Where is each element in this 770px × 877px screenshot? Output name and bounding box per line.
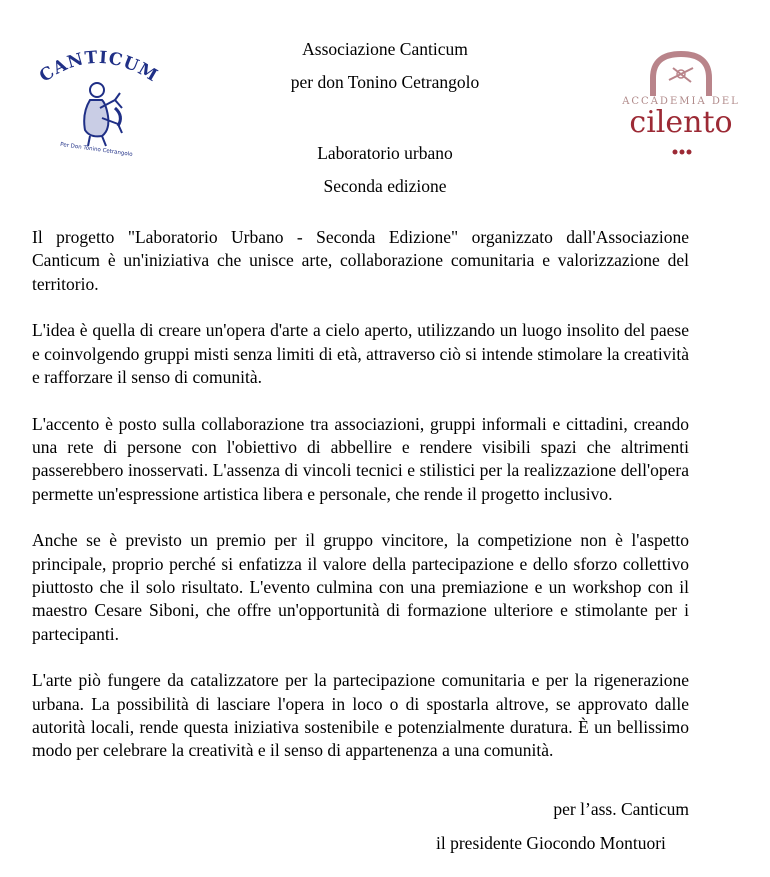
signature-name: il presidente Giocondo Montuori: [436, 833, 666, 853]
document-body: [32, 226, 689, 786]
signature-block: [436, 798, 696, 854]
paragraph: L'idea è quella di creare un'opera d'arte a cielo aperto, utilizzando un luogo insolito del paese e coinvolgendo gruppi misti senza limiti di età, attraverso ciò si intende stimolare la creatività e rafforzare il senso di comunità.: [32, 320, 689, 387]
project-title: Laboratorio urbano: [317, 143, 453, 163]
svg-text:CANTICUM: [36, 48, 161, 87]
paragraph: L'accento è posto sulla collaborazione tra associazioni, gruppi informali e cittadini, creando una rete di persone con l'obiettivo di abbellire e rendere visibili spazi che altrimenti passerebbero inosservati. L'assenza di vincoli tecnici e stilistici per la realizzazione dell'opera permette un'espressione artistica libera e personale, che rende il progetto inclusivo.: [32, 413, 689, 504]
association-name: Associazione Canticum: [302, 39, 468, 59]
paragraph: L'arte piò fungere da catalizzatore per la partecipazione comunitaria e per la rigenerazione urbana. La possibilità di lasciare l'opera in loco o di spostarla altrove, se approvato dalle autorità locali, rende questa iniziativa sostenibile e potenzialmente duratura. È un bellissimo modo per celebrare la creatività e il senso di appartenenza a una comunità.: [32, 670, 689, 761]
signature-org: per l’ass. Canticum: [553, 799, 689, 819]
document-header: [220, 38, 550, 208]
project-edition: Seconda edizione: [323, 176, 447, 196]
paragraph: Il progetto "Laboratorio Urbano - Seconda Edizione" organizzato dall'Associazione Canticum è un'iniziativa che unisce arte, collaborazione comunitaria e valorizzazione del territorio.: [32, 227, 689, 294]
association-dedication: per don Tonino Cetrangolo: [290, 72, 480, 92]
canticum-logo-caption: Per Don Tonino Cetrangolo: [59, 141, 133, 158]
accademia-logo-top-text: ACCADEMIA DEL: [622, 96, 740, 107]
accademia-cilento-logo: [603, 38, 763, 168]
accademia-logo-main-text: cilento: [629, 105, 733, 140]
paragraph: Anche se è previsto un premio per il gruppo vincitore, la competizione non è l'aspetto principale, proprio perché si enfatizza il valore della partecipazione e dello sforzo collettivo piuttosto che il solo risultato. L'evento culmina con una premiazione e un workshop con il maestro Cesare Siboni, che offre un'opportunità di formazione ulteriore e stimolante per i partecipanti.: [32, 530, 689, 644]
canticum-logo: [30, 38, 165, 168]
canticum-logo-text: CANTICUM: [36, 47, 162, 87]
canticum-figure-logo-icon: [30, 38, 165, 168]
academia-arch-logo-icon: [603, 38, 763, 168]
